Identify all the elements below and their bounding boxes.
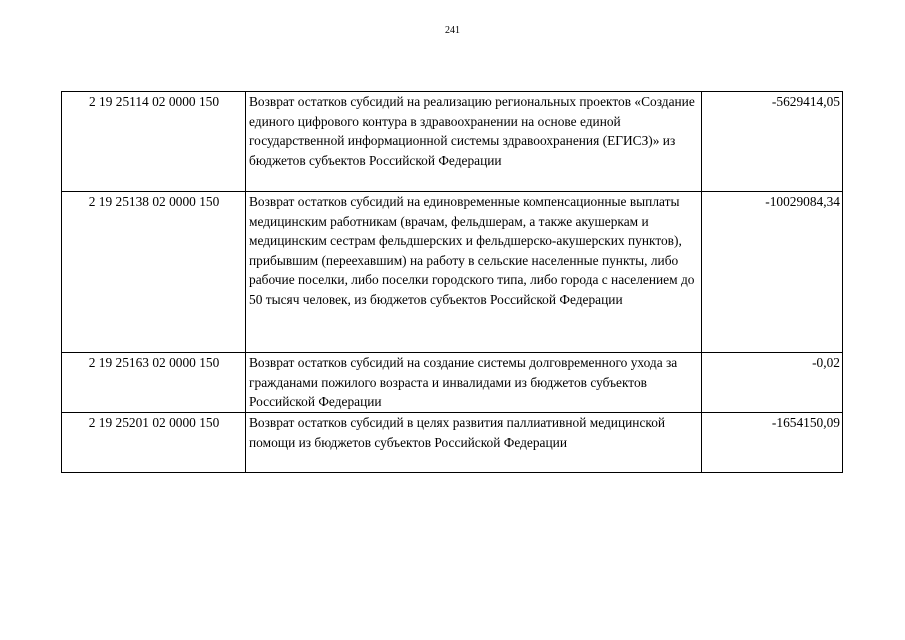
description-cell: Возврат остатков субсидий на единовременные компенсационные выплаты медицинским работникам (врачам, фельдшерам, а также акушеркам и медицинским сестрам фельдшерских и фельдшерско-акушерских пунктов), прибывшим (переехавшим) на работу в сельские населенные пункты, либо рабочие поселки, либо поселки городского типа, либо города с населением до 50 тысяч человек, из бюджетов субъектов Российской Федерации: [246, 192, 702, 353]
table-row: [62, 353, 843, 413]
table-row: [62, 92, 843, 192]
table-row: [62, 192, 843, 353]
amount-cell: -10029084,34: [702, 192, 843, 353]
description-cell: Возврат остатков субсидий на создание системы долговременного ухода за гражданами пожилого возраста и инвалидами из бюджетов субъектов Российской Федерации: [246, 353, 702, 413]
budget-code-cell: 2 19 25201 02 0000 150: [62, 413, 246, 473]
budget-code-cell: 2 19 25138 02 0000 150: [62, 192, 246, 353]
description-cell: Возврат остатков субсидий в целях развития паллиативной медицинской помощи из бюджетов субъектов Российской Федерации: [246, 413, 702, 473]
budget-code-cell: 2 19 25114 02 0000 150: [62, 92, 246, 192]
description-cell: Возврат остатков субсидий на реализацию региональных проектов «Создание единого цифрового контура в здравоохранении на основе единой государственной информационной системы здравоохранения (ЕГИСЗ)» из бюджетов субъектов Российской Федерации: [246, 92, 702, 192]
budget-table: [61, 91, 843, 473]
table-row: [62, 413, 843, 473]
amount-cell: -0,02: [702, 353, 843, 413]
budget-code-cell: 2 19 25163 02 0000 150: [62, 353, 246, 413]
amount-cell: -5629414,05: [702, 92, 843, 192]
page-number: 241: [445, 25, 460, 36]
amount-cell: -1654150,09: [702, 413, 843, 473]
